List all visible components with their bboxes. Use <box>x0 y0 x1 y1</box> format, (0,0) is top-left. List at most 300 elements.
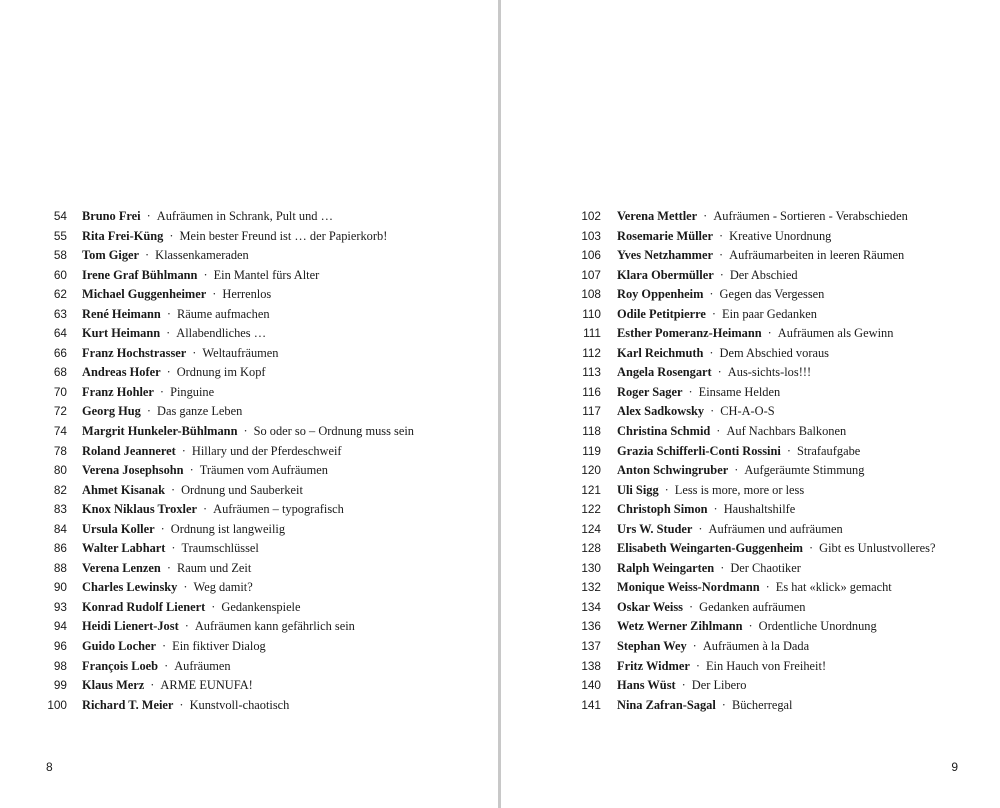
middot-separator: · <box>243 424 248 439</box>
toc-entry <box>501 344 1000 364</box>
toc-entry <box>501 383 1000 403</box>
middot-separator: · <box>202 502 208 517</box>
middot-separator: · <box>183 580 188 595</box>
toc-entry <box>501 481 1000 501</box>
toc-entry <box>0 539 499 559</box>
entry-page-number: 137 <box>581 639 601 654</box>
entry-text <box>617 637 809 657</box>
entry-page-number: 102 <box>581 209 601 223</box>
entry-text <box>82 520 285 540</box>
entry-page-number: 141 <box>581 697 601 712</box>
entry-page-number: 140 <box>581 678 601 693</box>
entry-title: Aufräumen - Sortieren - Verabschieden <box>713 209 908 223</box>
entry-title: Pinguine <box>170 384 215 399</box>
toc-entry <box>0 637 499 657</box>
toc-entry <box>0 324 499 344</box>
entry-text <box>617 285 824 305</box>
entry-title: Der Libero <box>691 678 747 693</box>
entry-text <box>617 617 877 637</box>
entry-text <box>617 676 747 696</box>
toc-entry <box>0 246 499 266</box>
toc-entry <box>501 207 1000 227</box>
middot-separator: · <box>681 678 686 693</box>
toc-entry <box>501 324 1000 344</box>
toc-entry <box>0 285 499 305</box>
toc-entry <box>501 676 1000 696</box>
middot-separator: · <box>146 209 151 223</box>
toc-entry <box>0 500 499 520</box>
entry-title: Haushaltshilfe <box>723 502 796 517</box>
toc-entry <box>0 657 499 677</box>
entry-author: Kurt Heimann <box>82 326 161 341</box>
middot-separator: · <box>212 287 217 302</box>
entry-author: René Heimann <box>82 306 161 321</box>
middot-separator: · <box>703 209 708 223</box>
toc-entry <box>501 461 1000 481</box>
entry-title: Aufräumen – typografisch <box>213 502 344 517</box>
entry-author: François Loeb <box>82 658 159 673</box>
entry-author: Esther Pomeranz-Heimann <box>617 326 762 341</box>
entry-title: So oder so – Ordnung muss sein <box>253 424 414 439</box>
entry-author: Charles Lewinsky <box>82 580 178 595</box>
entry-page-number: 68 <box>53 365 67 380</box>
entry-author: Rosemarie Müller <box>617 228 713 243</box>
middot-separator: · <box>160 521 165 536</box>
entry-text <box>617 383 780 403</box>
entry-author: Wetz Werner Zihlmann <box>617 619 743 634</box>
entry-text <box>617 657 826 677</box>
middot-separator: · <box>664 482 669 497</box>
entry-title: CH-A-O-S <box>720 404 775 419</box>
toc-entry <box>0 520 499 540</box>
entry-page-number: 107 <box>581 267 601 282</box>
toc-entry <box>501 305 1000 325</box>
entry-title: Aufräumen à la Dada <box>702 639 810 654</box>
entry-text <box>82 559 251 579</box>
middot-separator: · <box>166 326 171 341</box>
entry-title: Auf Nachbars Balkonen <box>726 424 847 439</box>
entry-title: Einsame Helden <box>698 384 781 399</box>
entry-page-number: 108 <box>581 287 601 302</box>
entry-text <box>617 207 908 227</box>
entry-text <box>82 676 253 696</box>
middot-separator: · <box>717 365 722 380</box>
entry-text <box>617 305 817 325</box>
entry-title: Allabendliches … <box>176 326 267 341</box>
right-page <box>501 0 1000 808</box>
middot-separator: · <box>166 365 171 380</box>
middot-separator: · <box>786 443 791 458</box>
entry-author: Uli Sigg <box>617 482 659 497</box>
entry-page-number: 55 <box>53 228 67 243</box>
entry-page-number: 116 <box>582 384 601 399</box>
entry-author: Grazia Schifferli-Conti Rossini <box>617 443 781 458</box>
entry-page-number: 106 <box>581 248 601 263</box>
middot-separator: · <box>711 306 717 321</box>
entry-text <box>82 266 319 286</box>
entry-page-number: 82 <box>53 482 67 497</box>
entry-page-number: 121 <box>581 482 601 497</box>
entry-page-number: 62 <box>53 287 67 302</box>
entry-author: Klaus Merz <box>82 678 145 693</box>
entry-page-number: 130 <box>581 560 601 575</box>
toc-entry <box>0 442 499 462</box>
entry-text <box>82 402 242 422</box>
entry-text <box>82 617 355 637</box>
middot-separator: · <box>688 384 693 399</box>
entry-title: Räume aufmachen <box>176 306 270 321</box>
entry-author: Monique Weiss-Nordmann <box>617 580 760 595</box>
toc-entry <box>501 696 1000 716</box>
page-number-left: 8 <box>46 760 53 774</box>
entry-author: Ralph Weingarten <box>617 560 715 575</box>
entry-page-number: 66 <box>53 345 67 360</box>
middot-separator: · <box>169 228 174 243</box>
entry-page-number: 58 <box>53 248 67 263</box>
entry-text <box>82 578 253 598</box>
entry-page-number: 118 <box>582 424 601 439</box>
entry-page-number: 117 <box>582 404 601 419</box>
entry-text <box>82 363 266 383</box>
entry-text <box>82 539 259 559</box>
entry-title: Ordnung im Kopf <box>176 365 266 380</box>
entry-title: Aufräumen in Schrank, Pult und … <box>156 209 333 223</box>
entry-text <box>617 500 795 520</box>
entry-page-number: 84 <box>53 521 67 536</box>
entry-page-number: 120 <box>581 463 601 478</box>
entry-page-number: 96 <box>53 639 67 654</box>
entry-text <box>82 227 387 247</box>
entry-text <box>617 539 935 559</box>
entry-author: Konrad Rudolf Lienert <box>82 599 206 614</box>
middot-separator: · <box>719 267 724 282</box>
middot-separator: · <box>710 404 715 419</box>
entry-title: Weltaufräumen <box>202 345 279 360</box>
entry-text <box>617 422 846 442</box>
middot-separator: · <box>203 267 208 282</box>
entry-title: Aus-sichts-los!!! <box>727 365 812 380</box>
toc-entry <box>501 598 1000 618</box>
toc-entry <box>0 422 499 442</box>
entry-author: Michael Guggenheimer <box>82 287 207 302</box>
entry-author: Elisabeth Weingarten-Guggenheim <box>617 541 803 556</box>
entry-title: Ordentliche Unordnung <box>758 619 877 634</box>
entry-text <box>82 324 266 344</box>
entry-author: Bruno Frei <box>82 209 141 223</box>
entry-page-number: 98 <box>53 658 67 673</box>
entry-author: Tom Giger <box>82 248 140 263</box>
entry-author: Verena Mettler <box>617 209 698 223</box>
entry-page-number: 122 <box>581 502 601 517</box>
entry-text <box>617 324 893 344</box>
entry-author: Franz Hochstrasser <box>82 345 187 360</box>
entry-text <box>82 637 266 657</box>
entry-author: Andreas Hofer <box>82 365 161 380</box>
toc-entry <box>501 559 1000 579</box>
entry-text <box>617 442 860 462</box>
entry-page-number: 111 <box>583 326 601 341</box>
entry-text <box>82 657 231 677</box>
middot-separator: · <box>171 541 176 556</box>
entry-title: Weg damit? <box>193 580 253 595</box>
toc-entry <box>501 402 1000 422</box>
entry-title: Ein Mantel fürs Alter <box>213 267 320 282</box>
middot-separator: · <box>695 658 700 673</box>
entry-page-number: 136 <box>581 619 601 634</box>
entry-title: Gedankenspiele <box>221 599 301 614</box>
entry-title: Less is more, more or less <box>674 482 805 497</box>
entry-text <box>617 578 892 598</box>
entry-title: Kunstvoll-chaotisch <box>189 697 290 712</box>
toc-entry <box>0 207 499 227</box>
entry-page-number: 119 <box>582 443 601 458</box>
middot-separator: · <box>170 482 176 497</box>
middot-separator: · <box>179 697 184 712</box>
toc-list-left <box>0 207 499 715</box>
middot-separator: · <box>719 248 724 263</box>
entry-title: Ein paar Gedanken <box>722 306 817 321</box>
middot-separator: · <box>164 658 169 673</box>
entry-author: Roy Oppenheim <box>617 287 704 302</box>
entry-author: Richard T. Meier <box>82 697 174 712</box>
entry-page-number: 83 <box>53 502 67 517</box>
entry-text <box>617 227 831 247</box>
entry-author: Karl Reichmuth <box>617 345 704 360</box>
entry-text <box>82 383 214 403</box>
entry-text <box>82 500 344 520</box>
middot-separator: · <box>767 326 772 341</box>
middot-separator: · <box>809 541 814 556</box>
entry-title: Strafaufgabe <box>796 443 861 458</box>
toc-entry <box>0 696 499 716</box>
entry-page-number: 88 <box>53 560 67 575</box>
entry-page-number: 110 <box>582 306 601 321</box>
entry-author: Hans Wüst <box>617 678 676 693</box>
toc-entry <box>0 481 499 501</box>
toc-entry <box>501 637 1000 657</box>
entry-text <box>617 696 792 716</box>
entry-title: Dem Abschied voraus <box>719 345 829 360</box>
middot-separator: · <box>698 521 703 536</box>
entry-author: Anton Schwingruber <box>617 463 729 478</box>
middot-separator: · <box>734 463 739 478</box>
middot-separator: · <box>162 639 167 654</box>
entry-text <box>617 246 904 266</box>
toc-entry <box>0 559 499 579</box>
entry-page-number: 90 <box>53 580 67 595</box>
toc-entry <box>0 344 499 364</box>
entry-author: Rita Frei-Küng <box>82 228 164 243</box>
entry-page-number: 94 <box>53 619 67 634</box>
entry-page-number: 93 <box>53 599 67 614</box>
entry-page-number: 99 <box>53 678 67 693</box>
entry-text <box>82 285 271 305</box>
entry-author: Yves Netzhammer <box>617 248 713 263</box>
entry-author: Roger Sager <box>617 384 683 399</box>
entry-title: Das ganze Leben <box>157 404 243 419</box>
middot-separator: · <box>166 560 171 575</box>
entry-author: Fritz Widmer <box>617 658 690 673</box>
entry-page-number: 63 <box>53 306 67 321</box>
toc-entry <box>501 363 1000 383</box>
middot-separator: · <box>689 599 694 614</box>
entry-author: Klara Obermüller <box>617 267 714 282</box>
toc-entry <box>501 227 1000 247</box>
toc-entry <box>501 578 1000 598</box>
toc-entry <box>0 461 499 481</box>
entry-text <box>617 266 798 286</box>
entry-author: Angela Rosengart <box>617 365 712 380</box>
middot-separator: · <box>692 639 697 654</box>
entry-text <box>617 598 805 618</box>
entry-text <box>82 305 270 325</box>
entry-page-number: 124 <box>581 521 601 536</box>
entry-author: Odile Petitpierre <box>617 306 706 321</box>
entry-page-number: 132 <box>581 580 601 595</box>
entry-author: Ahmet Kisanak <box>82 482 165 497</box>
toc-entry <box>0 617 499 637</box>
entry-text <box>82 422 414 442</box>
entry-title: Mein bester Freund ist … der Papierkorb! <box>179 228 388 243</box>
middot-separator: · <box>181 443 186 458</box>
middot-separator: · <box>720 560 725 575</box>
entry-text <box>82 481 303 501</box>
entry-text <box>82 207 333 227</box>
toc-entry <box>501 500 1000 520</box>
entry-title: Raum und Zeit <box>176 560 252 575</box>
middot-separator: · <box>184 619 189 634</box>
entry-author: Irene Graf Bühlmann <box>82 267 198 282</box>
middot-separator: · <box>709 345 714 360</box>
entry-author: Walter Labhart <box>82 541 166 556</box>
toc-entry <box>501 520 1000 540</box>
middot-separator: · <box>765 580 770 595</box>
entry-page-number: 70 <box>53 384 67 399</box>
entry-title: Aufräumarbeiten in leeren Räumen <box>729 248 905 263</box>
entry-author: Urs W. Studer <box>617 521 693 536</box>
entry-author: Roland Jeanneret <box>82 443 176 458</box>
entry-author: Guido Locher <box>82 639 157 654</box>
entry-title: Es hat «klick» gemacht <box>775 580 892 595</box>
toc-entry <box>501 246 1000 266</box>
toc-list-right <box>501 207 1000 715</box>
middot-separator: · <box>709 287 714 302</box>
toc-entry <box>501 422 1000 442</box>
entry-page-number: 103 <box>581 228 601 243</box>
toc-entry <box>0 578 499 598</box>
middot-separator: · <box>192 345 197 360</box>
entry-page-number: 113 <box>582 365 601 380</box>
entry-page-number: 86 <box>53 541 67 556</box>
entry-author: Georg Hug <box>82 404 141 419</box>
entry-page-number: 128 <box>581 541 601 556</box>
entry-author: Oskar Weiss <box>617 599 683 614</box>
entry-title: Aufgeräumte Stimmung <box>744 463 865 478</box>
entry-page-number: 78 <box>53 443 67 458</box>
toc-entry <box>0 227 499 247</box>
entry-page-number: 64 <box>53 326 67 341</box>
toc-entry <box>501 266 1000 286</box>
toc-entry <box>0 363 499 383</box>
entry-title: Ein Hauch von Freiheit! <box>705 658 827 673</box>
entry-author: Ursula Koller <box>82 521 155 536</box>
entry-text <box>617 559 801 579</box>
middot-separator: · <box>713 502 718 517</box>
middot-separator: · <box>211 599 216 614</box>
entry-title: Traumschlüssel <box>181 541 259 556</box>
left-page <box>0 0 499 808</box>
entry-author: Margrit Hunkeler-Bühlmann <box>82 424 238 439</box>
middot-separator: · <box>189 463 194 478</box>
middot-separator: · <box>166 306 171 321</box>
middot-separator: · <box>150 678 155 693</box>
toc-entry <box>501 442 1000 462</box>
entry-title: Aufräumen <box>174 658 231 673</box>
entry-text <box>617 481 804 501</box>
entry-text <box>617 461 864 481</box>
entry-title: Aufräumen und aufräumen <box>708 521 843 536</box>
entry-title: Aufräumen kann gefährlich sein <box>194 619 355 634</box>
toc-entry <box>0 266 499 286</box>
entry-author: Verena Josephsohn <box>82 463 184 478</box>
entry-page-number: 60 <box>53 267 67 282</box>
entry-text <box>617 344 829 364</box>
entry-author: Franz Hohler <box>82 384 154 399</box>
toc-entry <box>501 539 1000 559</box>
entry-page-number: 72 <box>53 404 67 419</box>
middot-separator: · <box>145 248 150 263</box>
entry-text <box>82 696 289 716</box>
entry-title: ARME EUNUFA! <box>160 678 253 693</box>
toc-entry <box>501 617 1000 637</box>
entry-title: Ordnung und Sauberkeit <box>181 482 303 497</box>
entry-title: Der Abschied <box>729 267 798 282</box>
entry-author: Alex Sadkowsky <box>617 404 705 419</box>
entry-page-number: 100 <box>47 697 67 712</box>
middot-separator: · <box>146 404 151 419</box>
entry-text <box>82 461 328 481</box>
entry-title: Der Chaotiker <box>730 560 801 575</box>
entry-title: Bücherregal <box>731 697 793 712</box>
entry-text <box>82 598 301 618</box>
entry-title: Herrenlos <box>222 287 272 302</box>
entry-author: Knox Niklaus Troxler <box>82 502 197 517</box>
entry-title: Gibt es Unlustvolleres? <box>819 541 936 556</box>
entry-title: Träumen vom Aufräumen <box>199 463 328 478</box>
entry-page-number: 138 <box>581 658 601 673</box>
entry-title: Aufräumen als Gewinn <box>777 326 894 341</box>
entry-page-number: 80 <box>53 463 67 478</box>
entry-title: Gedanken aufräumen <box>699 599 806 614</box>
entry-author: Stephan Wey <box>617 639 687 654</box>
toc-entry <box>501 285 1000 305</box>
toc-entry <box>0 305 499 325</box>
entry-page-number: 112 <box>582 345 601 360</box>
middot-separator: · <box>721 697 726 712</box>
toc-entry <box>0 598 499 618</box>
entry-title: Ein fiktiver Dialog <box>172 639 266 654</box>
page-number-right: 9 <box>951 760 958 774</box>
entry-title: Kreative Unordnung <box>729 228 832 243</box>
entry-author: Verena Lenzen <box>82 560 161 575</box>
middot-separator: · <box>716 424 721 439</box>
toc-entry <box>0 402 499 422</box>
entry-author: Christoph Simon <box>617 502 708 517</box>
entry-text <box>617 520 843 540</box>
toc-entry <box>0 676 499 696</box>
entry-page-number: 134 <box>581 599 601 614</box>
entry-text <box>82 442 342 462</box>
